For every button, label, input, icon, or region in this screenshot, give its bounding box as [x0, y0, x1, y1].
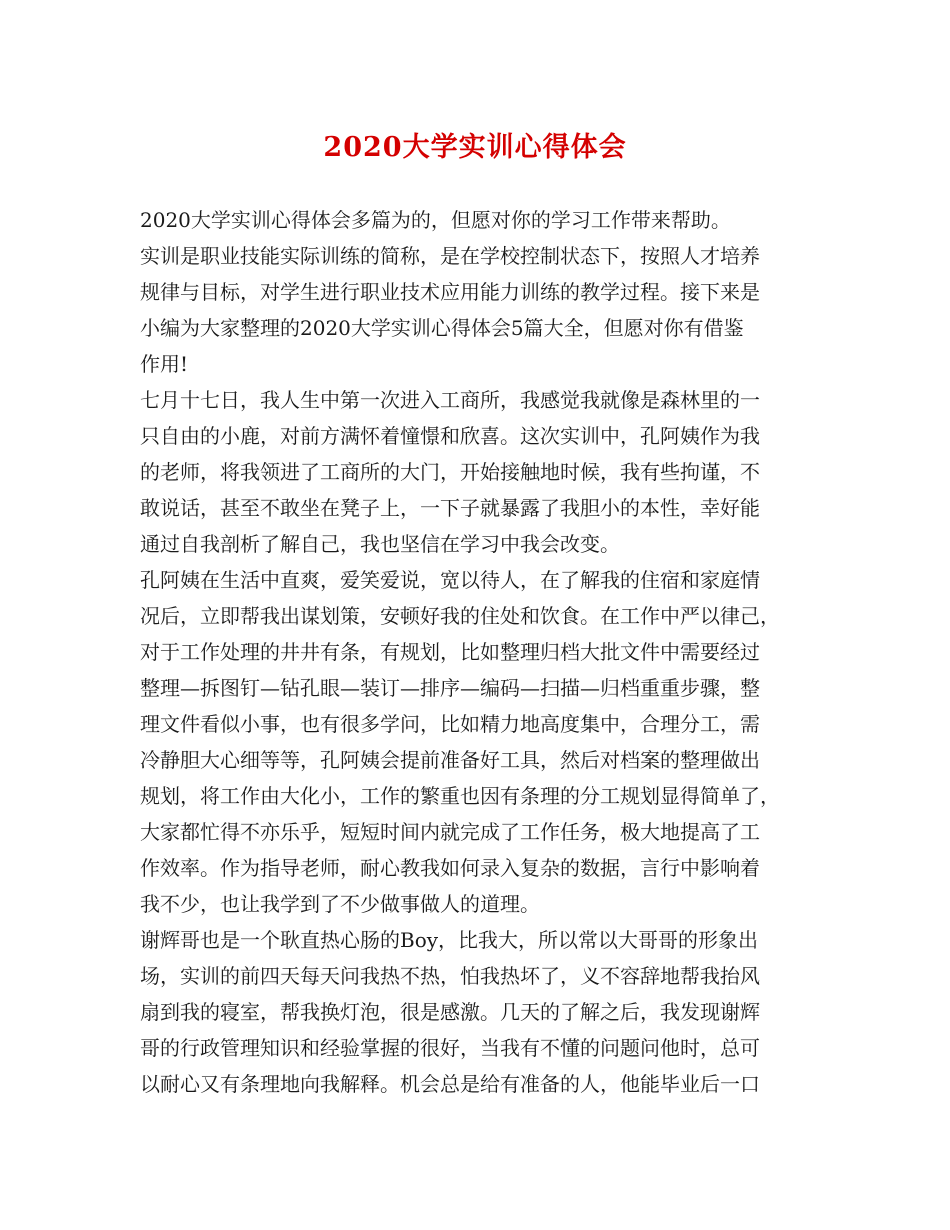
- text-line: 作用!: [140, 352, 189, 376]
- text-line: 的老师，将我领进了工商所的大门，开始接触地时候，我有些拘谨，不: [140, 460, 760, 484]
- text-line: 大家都忙得不亦乐乎，短短时间内就完成了工作任务，极大地提高了工: [140, 820, 760, 844]
- text-line: 整理—拆图钉—钻孔眼—装订—排序—编码—扫描—归档重重步骤，整: [140, 676, 760, 700]
- document-body: [140, 202, 812, 1102]
- text-line: 孔阿姨在生活中直爽，爱笑爱说，宽以待人，在了解我的住宿和家庭情: [140, 568, 760, 592]
- text-line: 实训是职业技能实际训练的简称，是在学校控制状态下，按照人才培养: [140, 244, 760, 268]
- text-line: 通过自我剖析了解自己，我也坚信在学习中我会改变。: [140, 532, 620, 556]
- text-line: 冷静胆大心细等等，孔阿姨会提前准备好工具，然后对档案的整理做出: [140, 748, 760, 772]
- text-line: 对于工作处理的井井有条，有规划，比如整理归档大批文件中需要经过: [140, 640, 760, 664]
- text-line: 况后，立即帮我出谋划策，安顿好我的住处和饮食。在工作中严以律己，: [140, 604, 780, 628]
- text-line: 场，实训的前四天每天问我热不热，怕我热坏了，义不容辞地帮我抬风: [140, 964, 760, 988]
- text-line: 小编为大家整理的2020大学实训心得体会5篇大全，但愿对你有借鉴: [140, 316, 744, 340]
- text-line: 谢辉哥也是一个耿直热心肠的Boy，比我大，所以常以大哥哥的形象出: [140, 928, 759, 952]
- text-line: 哥的行政管理知识和经验掌握的很好，当我有不懂的问题问他时，总可: [140, 1036, 760, 1060]
- text-line: 七月十七日，我人生中第一次进入工商所，我感觉我就像是森林里的一: [140, 388, 760, 412]
- text-line: 我不少，也让我学到了不少做事做人的道理。: [140, 892, 540, 916]
- text-line: 敢说话，甚至不敢坐在凳子上，一下子就暴露了我胆小的本性，幸好能: [140, 496, 760, 520]
- text-line: 作效率。作为指导老师，耐心教我如何录入复杂的数据，言行中影响着: [140, 856, 760, 880]
- text-line: 以耐心又有条理地向我解释。机会总是给有准备的人，他能毕业后一口: [140, 1072, 760, 1096]
- text-line: 只自由的小鹿，对前方满怀着憧憬和欣喜。这次实训中，孔阿姨作为我: [140, 424, 760, 448]
- text-line: 扇到我的寝室，帮我换灯泡，很是感激。几天的了解之后，我发现谢辉: [140, 1000, 760, 1024]
- text-line: 理文件看似小事，也有很多学问，比如精力地高度集中，合理分工，需: [140, 712, 760, 736]
- text-line: 规划，将工作由大化小，工作的繁重也因有条理的分工规划显得简单了，: [140, 784, 780, 808]
- text-line: 2020大学实训心得体会多篇为的，但愿对你的学习工作带来帮助。: [140, 208, 731, 232]
- document-title: 2020大学实训心得体会: [323, 132, 627, 163]
- text-line: 规律与目标，对学生进行职业技术应用能力训练的教学过程。接下来是: [140, 280, 760, 304]
